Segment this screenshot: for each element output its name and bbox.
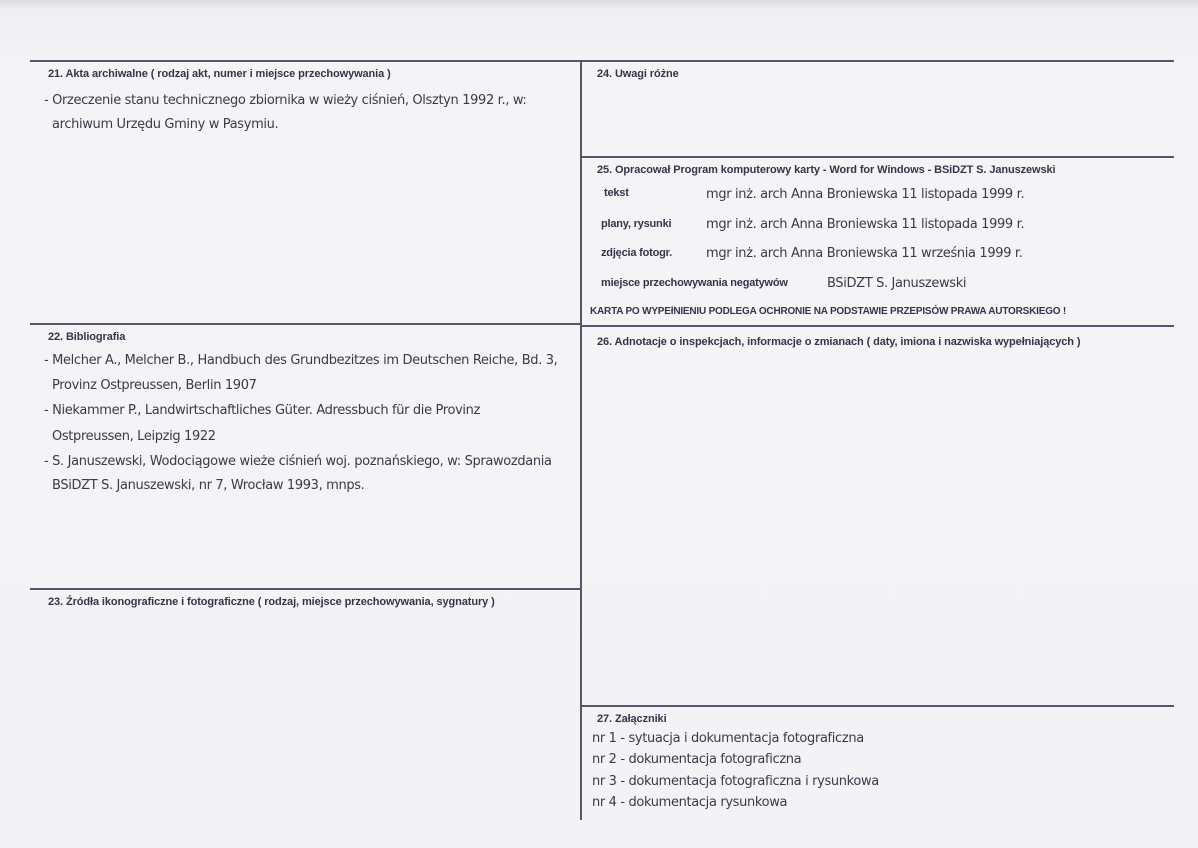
- top-border-line: [30, 60, 1174, 62]
- card-top-edge: [0, 0, 1198, 8]
- section-24-label: 24. Uwagi różne: [597, 68, 679, 80]
- section-22-line-4: Ostpreussen, Leipzig 1922: [52, 429, 216, 444]
- divider-24-25: [580, 156, 1174, 158]
- divider-26-27: [580, 705, 1174, 707]
- attachment-2: nr 2 - dokumentacja fotograficzna: [592, 752, 802, 767]
- section-22-line-2: Provinz Ostpreussen, Berlin 1907: [52, 378, 257, 393]
- section-27-label: 27. Załączniki: [597, 713, 667, 725]
- row-tekst-value: mgr inż. arch Anna Broniewska 11 listopada 1999 r.: [706, 187, 1025, 202]
- section-22-line-3: - Niekammer P., Landwirtschaftliches Güter. Adressbuch für die Provinz: [44, 403, 481, 418]
- row-plany-value: mgr inż. arch Anna Broniewska 11 listopada 1999 r.: [706, 217, 1025, 232]
- section-22-line-1: - Melcher A., Melcher B., Handbuch des Grundbezitzes im Deutschen Reiche, Bd. 3,: [44, 353, 558, 368]
- section-21-line-1: - Orzeczenie stanu technicznego zbiornika w wieży ciśnień, Olsztyn 1992 r., w:: [44, 93, 527, 108]
- section-25-label: 25. Opracował Program komputerowy karty - Word for Windows - BSiDZT S. Januszewski: [597, 164, 1056, 176]
- section-22-line-6: BSiDZT S. Januszewski, nr 7, Wrocław 1993, mnps.: [52, 478, 365, 493]
- row-plany-label: plany, rysunki: [601, 218, 672, 230]
- section-23-label: 23. Źródła ikonograficzne i fotograficzne ( rodzaj, miejsce przechowywania, sygnatury ): [48, 596, 495, 608]
- divider-21-22: [30, 323, 582, 325]
- section-26-label: 26. Adnotacje o inspekcjach, informacje o zmianach ( daty, imiona i nazwiska wypełniających ): [597, 336, 1081, 348]
- section-21-line-2: archiwum Urzędu Gminy w Pasymiu.: [52, 117, 279, 132]
- section-22-line-5: - S. Januszewski, Wodociągowe wieże ciśnień woj. poznańskiego, w: Sprawozdania: [44, 454, 552, 469]
- row-negatywy-label: miejsce przechowywania negatywów: [601, 277, 788, 289]
- copyright-notice: KARTA PO WYPEłNIENIU PODLEGA OCHRONIE NA PODSTAWIE PRZEPISÓW PRAWA AUTORSKIEGO !: [590, 306, 1067, 317]
- row-zdjecia-label: zdjęcia fotogr.: [601, 247, 672, 259]
- section-22-label: 22. Bibliografia: [48, 331, 126, 343]
- divider-25-26: [580, 325, 1174, 327]
- attachment-3: nr 3 - dokumentacja fotograficzna i rysunkowa: [592, 774, 879, 789]
- attachment-1: nr 1 - sytuacja i dokumentacja fotograficzna: [592, 731, 864, 746]
- section-21-label: 21. Akta archiwalne ( rodzaj akt, numer i miejsce przechowywania ): [48, 68, 391, 80]
- attachment-4: nr 4 - dokumentacja rysunkowa: [592, 795, 788, 810]
- row-tekst-label: tekst: [604, 187, 629, 199]
- row-negatywy-value: BSiDZT S. Januszewski: [827, 276, 967, 291]
- divider-22-23: [30, 588, 582, 590]
- row-zdjecia-value: mgr inż. arch Anna Broniewska 11 września 1999 r.: [706, 246, 1023, 261]
